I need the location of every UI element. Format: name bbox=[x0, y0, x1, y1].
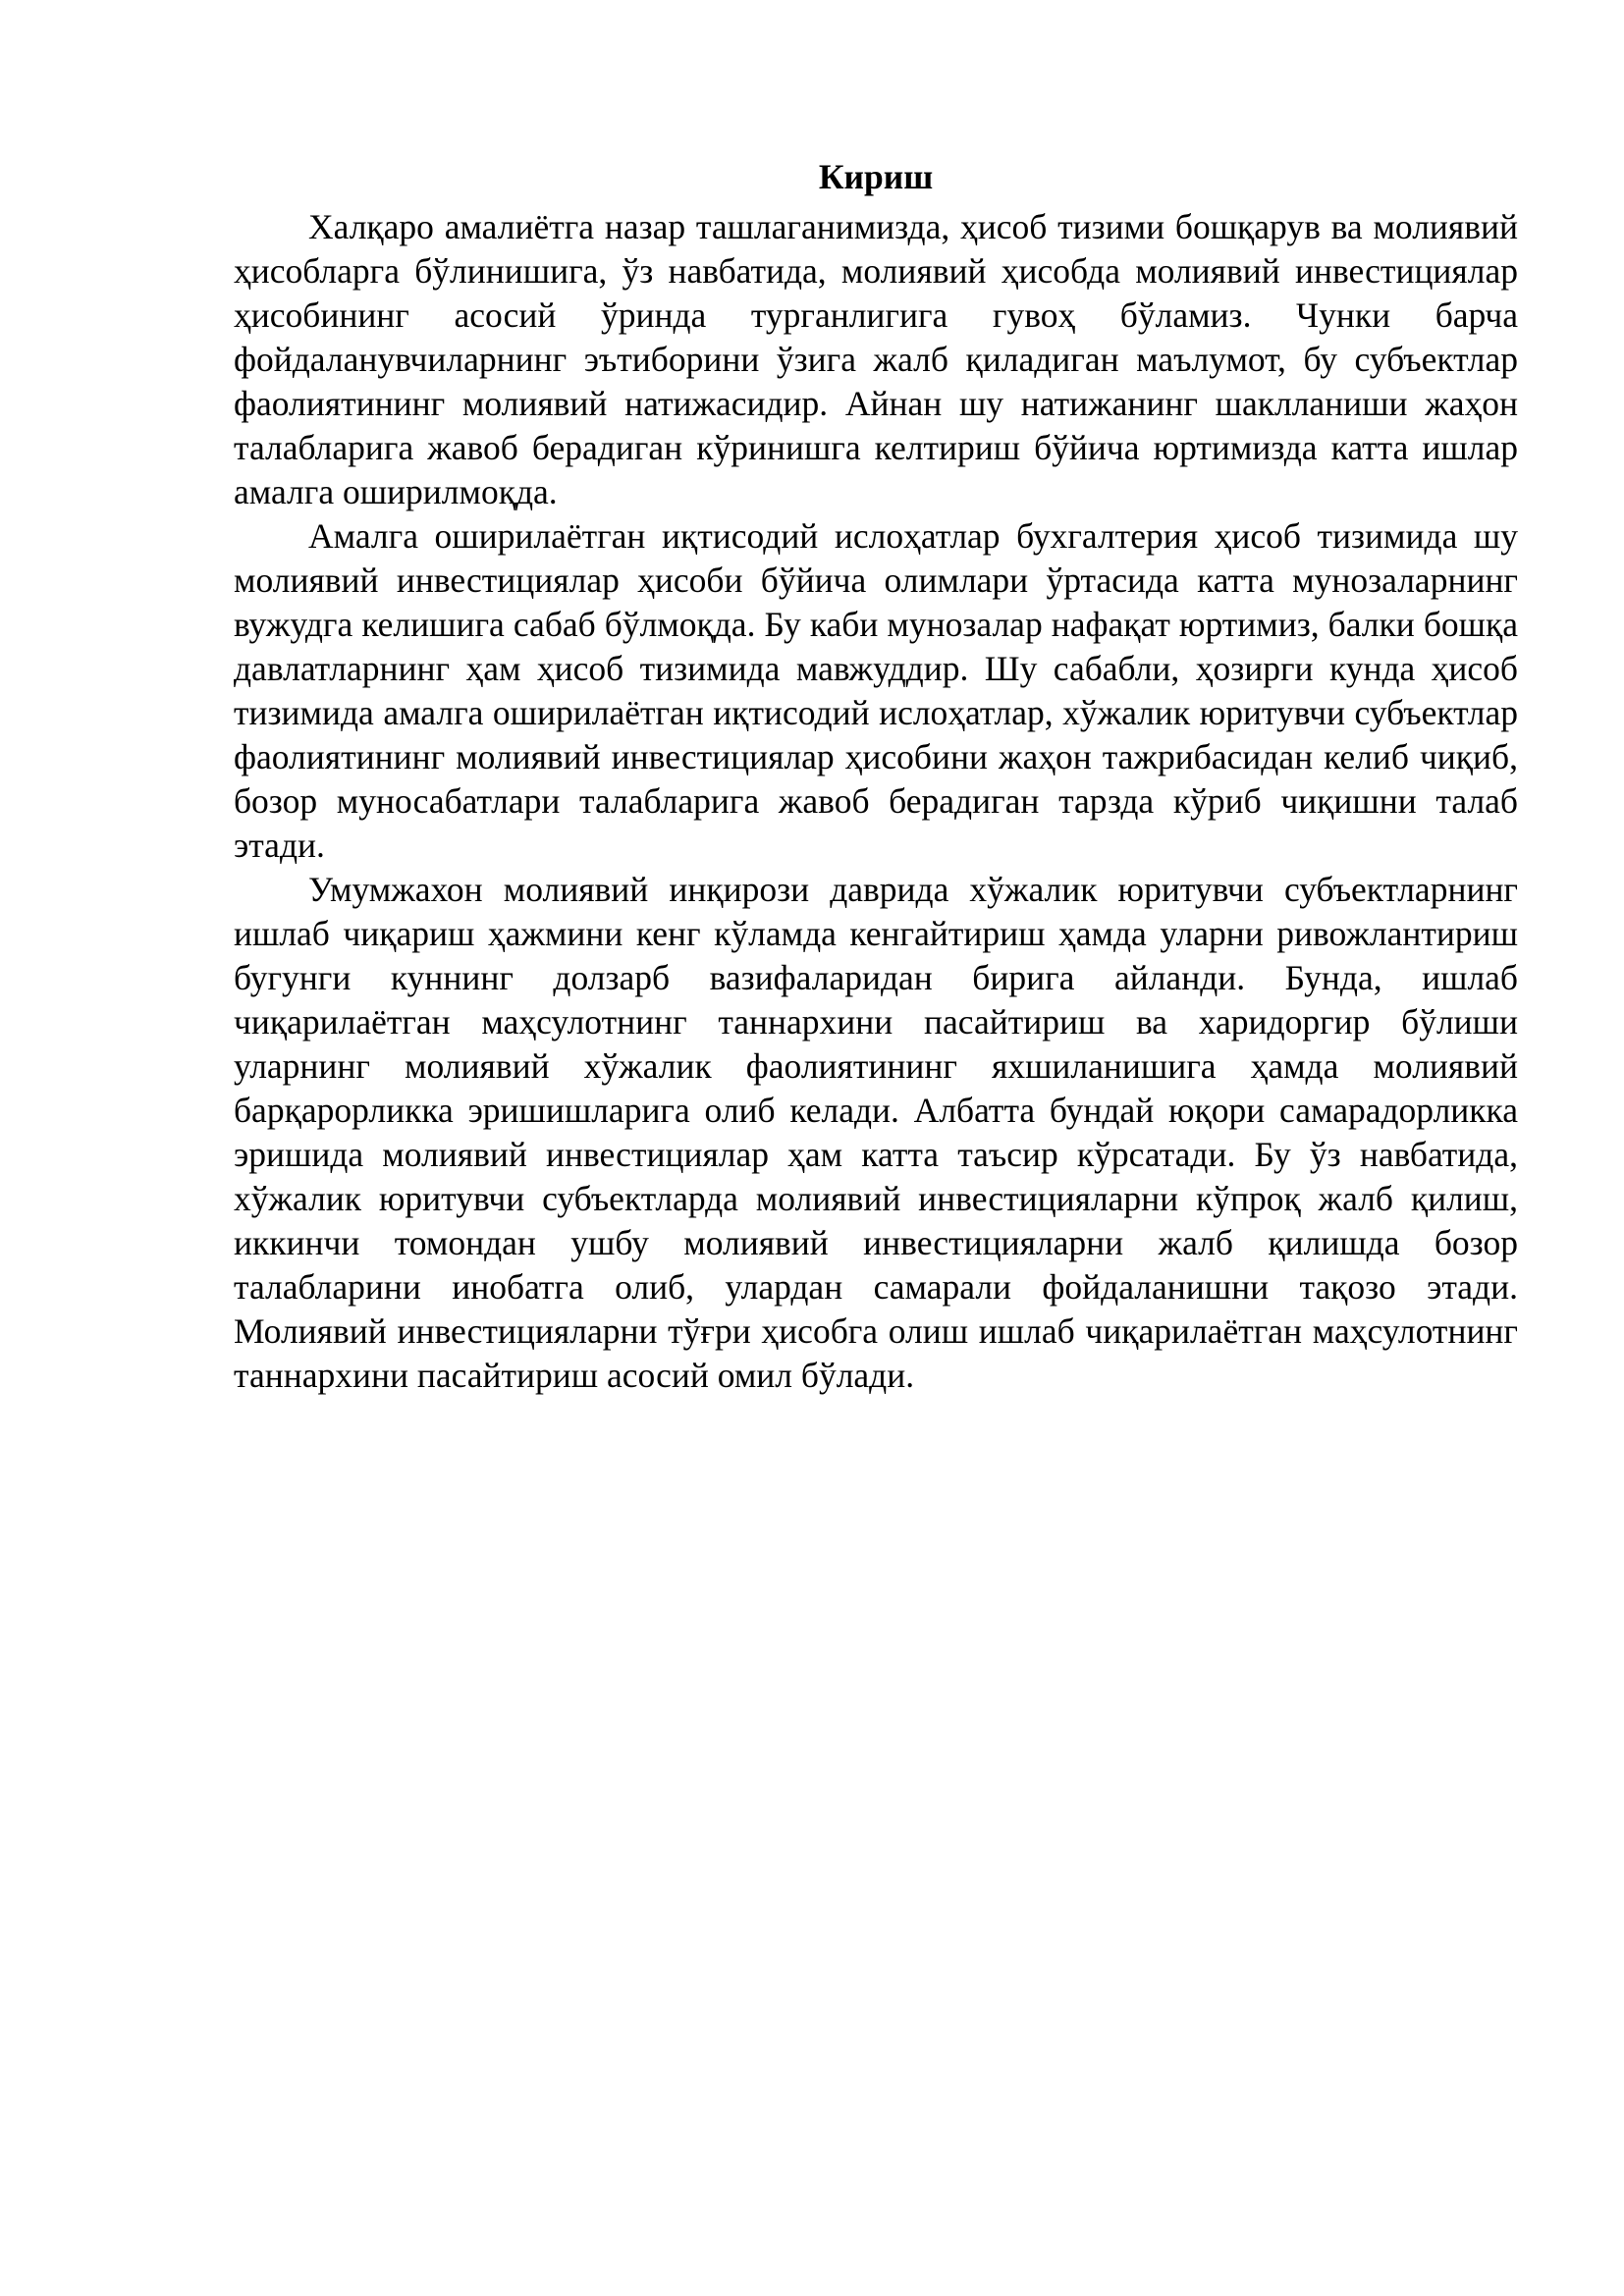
paragraph-3: Умумжахон молиявий инқирози даврида хўжалик юритувчи субъектларнинг ишлаб чиқариш ҳажмини кенг кўламда кенгайтириш ҳамда уларни ривожлантириш бугунги куннинг долзарб вазифаларидан бирига айланди. Бунда, ишлаб чиқарилаётган маҳсулотнинг таннархини пасайтириш ва харидоргир бўлиши уларнинг молиявий хўжалик фаолиятининг яхшиланишига ҳамда молиявий барқарорликка эришишларига олиб келади. Албатта бундай юқори самарадорликка эришида молиявий инвестициялар ҳам катта таъсир кўрсатади. Бу ўз навбатида, хўжалик юритувчи субъектларда молиявий инвестицияларни кўпроқ жалб қилиш, иккинчи томондан ушбу молиявий инвестицияларни жалб қилишда бозор талабларини инобатга олиб, улардан самарали фойдаланишни тақозо этади. Молиявий инвестицияларни тўғри ҳисобга олиш ишлаб чиқарилаётган маҳсулотнинг таннархини пасайтириш асосий омил бўлади. bbox=[234, 870, 1518, 1395]
document-title: Кириш bbox=[818, 157, 934, 196]
paragraph-1: Халқаро амалиётга назар ташлаганимизда, ҳисоб тизими бошқарув ва молиявий ҳисобларга бўлинишига, ўз навбатида, молиявий ҳисобда молиявий инвестициялар ҳисобининг асосий ўринда турганлигига гувоҳ бўламиз. Чунки барча фойдаланувчиларнинг эътиборини ўзига жалб қиладиган маълумот, бу субъектлар фаолиятининг молиявий натижасидир. Айнан шу натижанинг шаклланиши жаҳон талабларига жавоб берадиган кўринишга келтириш бўйича юртимизда катта ишлар амалга оширилмоқда. bbox=[234, 207, 1518, 511]
document-page bbox=[234, 155, 1518, 1398]
paragraph-2: Амалга оширилаётган иқтисодий ислоҳатлар бухгалтерия ҳисоб тизимида шу молиявий инвестициялар ҳисоби бўйича олимлари ўртасида катта мунозаларнинг вужудга келишига сабаб бўлмоқда. Бу каби мунозалар нафақат юртимиз, балки бошқа давлатларнинг ҳам ҳисоб тизимида мавжуддир. Шу сабабли, ҳозирги кунда ҳисоб тизимида амалга оширилаётган иқтисодий ислоҳатлар, хўжалик юритувчи субъектлар фаолиятининг молиявий инвестициялар ҳисобини жаҳон тажрибасидан келиб чиқиб, бозор муносабатлари талабларига жавоб берадиган тарзда кўриб чиқишни талаб этади. bbox=[234, 516, 1518, 865]
